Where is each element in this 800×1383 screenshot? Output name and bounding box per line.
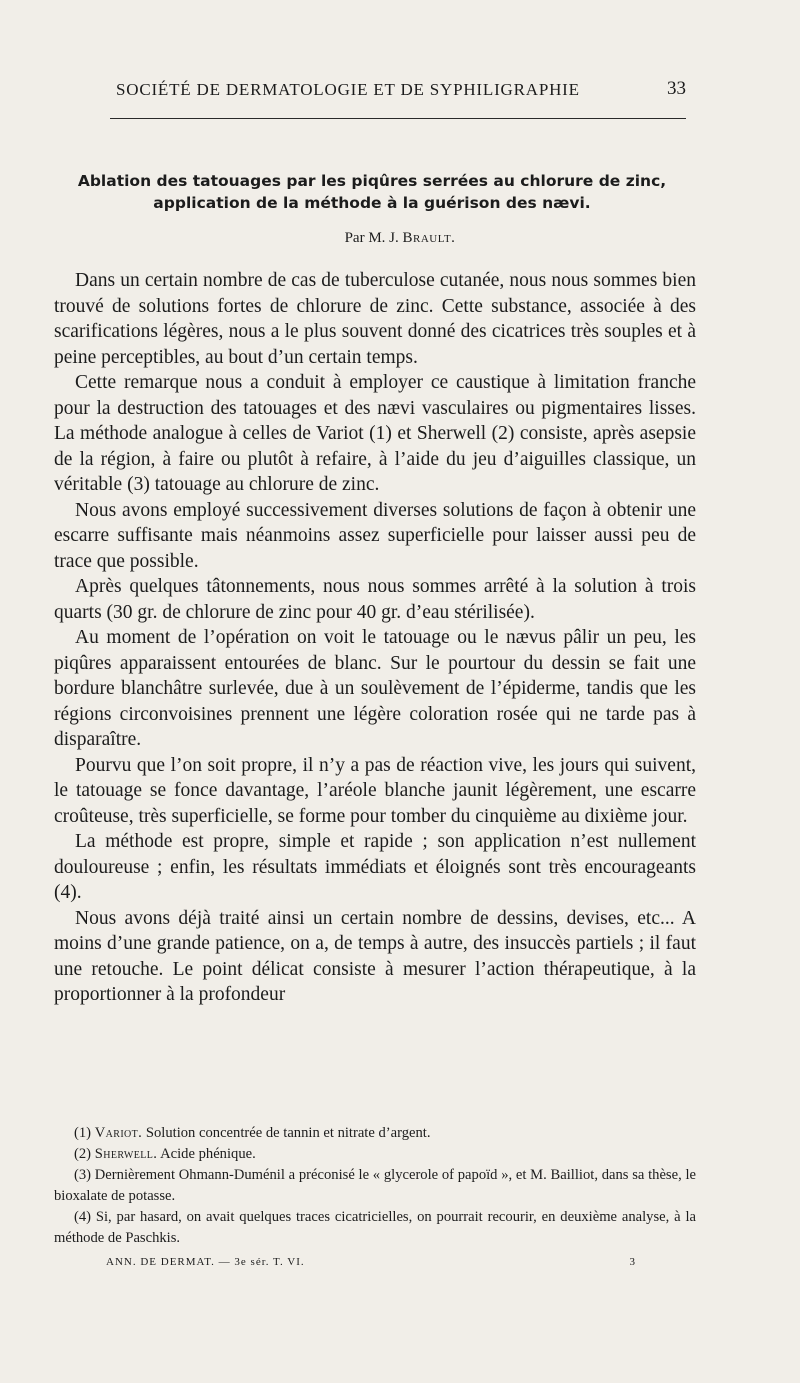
byline-prefix: Par M. J. bbox=[344, 230, 403, 246]
paragraph: Dans un certain nombre de cas de tuberculose cutanée, nous nous sommes bien trouvé de solutions fortes de chlorure de zinc. Cette substance, associée à des scarifications légères, nous a le plus souvent donné des cicatrices très souples et à peine perceptibles, au bout d’un certain temps. bbox=[54, 270, 696, 368]
paragraph: Au moment de l’opération on voit le tatouage ou le nævus pâlir un peu, les piqûres apparaissent entourées de blanc. Sur le pourtour du dessin se fait une bordure blanchâtre surlevée, due à un soulèvement de l’épiderme, tandis que les régions circonvoisines prennent une légère coloration rosée qui ne tarde pas à disparaître. bbox=[54, 627, 696, 750]
byline-author: Brault. bbox=[402, 230, 456, 246]
footnote-mark: (4) bbox=[74, 1209, 92, 1225]
footnote-mark: (3) bbox=[74, 1167, 92, 1183]
footnote bbox=[54, 1207, 696, 1249]
running-title: SOCIÉTÉ DE DERMATOLOGIE ET DE SYPHILIGRAPHIE bbox=[116, 80, 580, 99]
article-title-line-2: application de la méthode à la guérison des nævi. bbox=[153, 194, 591, 212]
footnote-text: Solution concentrée de tannin et nitrate d’argent. bbox=[142, 1125, 431, 1141]
paragraph: La méthode est propre, simple et rapide ; son application n’est nullement douloureuse ; enfin, les résultats immédiats et éloignés sont très encourageants (4). bbox=[54, 831, 696, 903]
footnote-text: Acide phénique. bbox=[157, 1146, 256, 1162]
paragraph: Nous avons employé successivement diverses solutions de façon à obtenir une escarre suffisante mais néanmoins assez superficielle pour laisser aussi peu de trace que possible. bbox=[54, 499, 696, 572]
footnote-text: Si, par hasard, on avait quelques traces cicatricielles, on pourrait recourir, en deuxième analyse, à la méthode de Paschkis. bbox=[54, 1209, 696, 1246]
paragraph: Cette remarque nous a conduit à employer ce caustique à limitation franche pour la destruction des tatouages et des nævi vasculaires ou pigmentaires lisses. La méthode analogue à celles de Variot (1) et Sherwell (2) consiste, après asepsie de la région, à faire ou plutôt à refaire, à l’aide du jeu d’aiguilles classique, un véritable (3) tatouage au chlorure de zinc. bbox=[54, 372, 696, 495]
paragraph: Pourvu que l’on soit propre, il n’y a pas de réaction vive, les jours qui suivent, le tatouage se fonce davantage, l’aréole blanche jaunit légèrement, une escarre croûteuse, très superficielle, se forme pour tomber du cinquième au dixième jour. bbox=[54, 754, 696, 827]
footnote-author: Variot. bbox=[94, 1125, 143, 1141]
footnote bbox=[54, 1123, 696, 1144]
journal-signature: ANN. DE DERMAT. — 3e sér. T. VI. bbox=[106, 1256, 305, 1268]
article-title-line-1: Ablation des tatouages par les piqûres serrées au chlorure de zinc, bbox=[77, 172, 667, 190]
footnote bbox=[54, 1144, 696, 1165]
header-rule bbox=[110, 118, 686, 119]
byline bbox=[0, 230, 800, 247]
article-body bbox=[54, 268, 696, 1008]
footnote-author: Sherwell. bbox=[94, 1146, 158, 1162]
footnote-mark: (2) bbox=[74, 1146, 92, 1162]
footnote-mark: (1) bbox=[74, 1125, 92, 1141]
footnote-text: Dernièrement Ohmann-Duménil a préconisé le « glycerole of papoïd », et M. Bailliot, dans sa thèse, le bioxalate de potasse. bbox=[54, 1167, 696, 1204]
page-number: 33 bbox=[667, 78, 686, 99]
footnotes bbox=[54, 1123, 696, 1249]
footnote bbox=[54, 1165, 696, 1207]
paragraph: Nous avons déjà traité ainsi un certain nombre de dessins, devises, etc... A moins d’une grande patience, on a, de temps à autre, des insuccès partiels ; il faut une retouche. Le point délicat consiste à mesurer l’action thérapeutique, à la proportionner à la profondeur bbox=[54, 907, 696, 1005]
article-title bbox=[52, 170, 692, 214]
sheet-number: 3 bbox=[629, 1256, 636, 1268]
paragraph: Après quelques tâtonnements, nous nous sommes arrêté à la solution à trois quarts (30 gr. de chlorure de zinc pour 40 gr. d’eau stérilisée). bbox=[54, 576, 696, 623]
